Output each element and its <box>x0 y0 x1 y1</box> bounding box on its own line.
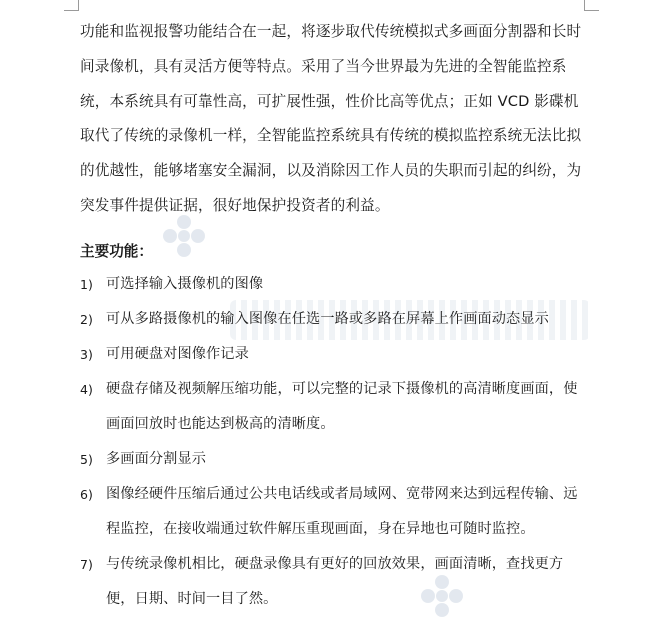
intro-paragraph: 功能和监视报警功能结合在一起，将逐步取代传统模拟式多画面分割器和长时间录像机，具有灵活方便等特点。采用了当今世界最为先进的全智能监控系统，本系统具有可靠性高，可扩展性强，性价比高等优点；正如 VCD 影碟机取代了传统的录像机一样，全智能监控系统具有传统的模拟监控系统无法比拟的优越性，能够堵塞安全漏洞，以及消除因工作人员的失职而引起的纠纷，为突发事件提供证据，很好地保护投资者的利益。 <box>80 23 582 214</box>
margin-corner-mark-left <box>64 0 79 11</box>
list-item-text: 图像经硬件压缩后通过公共电话线或者局域网、宽带网来达到远程传输、远程监控，在接收端通过软件解压重现画面，身在异地也可随时监控。 <box>106 485 578 537</box>
list-item-text: 可用硬盘对图像作记录 <box>106 345 249 362</box>
list-item <box>80 267 585 302</box>
margin-corner-mark-right <box>584 0 599 11</box>
section-heading: 主要功能： <box>80 242 153 260</box>
list-item-number: 6) <box>80 486 93 502</box>
feature-list <box>80 267 585 617</box>
list-item-number: 1) <box>80 276 93 292</box>
list-item-text: 硬盘存储及视频解压缩功能，可以完整的记录下摄像机的高清晰度画面，使画面回放时也能达到极高的清晰度。 <box>106 380 578 432</box>
list-item-number: 7) <box>80 556 93 572</box>
list-item-text: 多画面分割显示 <box>106 450 207 467</box>
list-item-text: 与传统录像机相比，硬盘录像具有更好的回放效果，画面清晰，查找更方便，日期、时间一目了然。 <box>106 555 564 607</box>
list-item <box>80 337 585 372</box>
list-item-number: 3) <box>80 346 93 362</box>
list-item <box>80 302 585 337</box>
list-item-text: 可从多路摄像机的输入图像在任选一路或多路在屏幕上作画面动态显示 <box>106 310 549 327</box>
list-item-text: 可选择输入摄像机的图像 <box>106 275 264 292</box>
list-item-number: 4) <box>80 381 93 397</box>
list-item <box>80 442 585 477</box>
list-item <box>80 477 585 547</box>
list-item-number: 5) <box>80 451 93 467</box>
document-body <box>80 15 585 617</box>
list-item <box>80 547 585 617</box>
list-item <box>80 372 585 442</box>
list-item-number: 2) <box>80 311 93 327</box>
